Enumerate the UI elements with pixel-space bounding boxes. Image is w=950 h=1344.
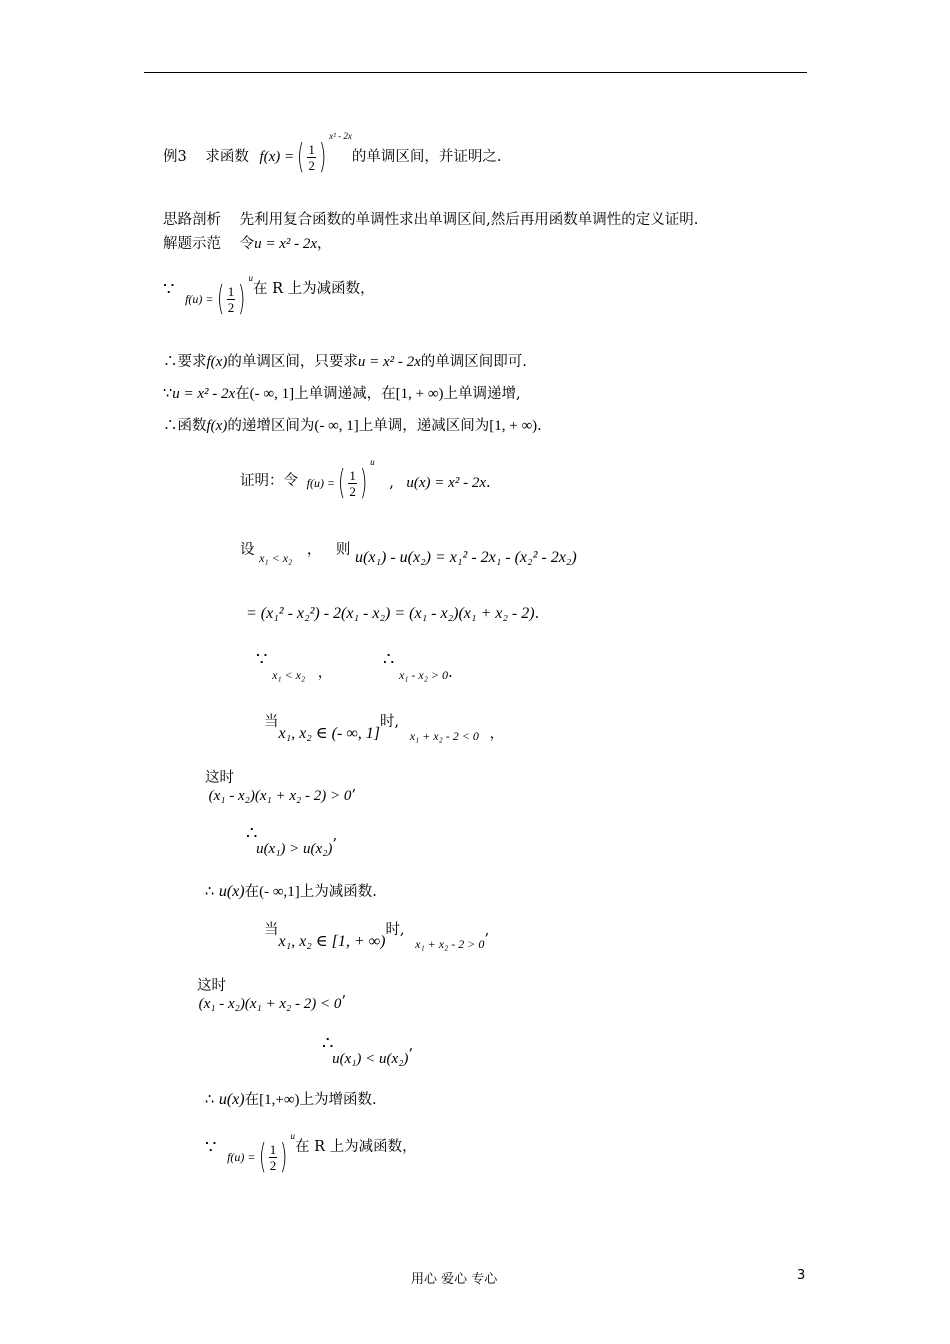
conclude2-ux: u(x) [218, 1091, 245, 1108]
therefore1-u: u = x² - 2x [357, 354, 421, 370]
then2-pre: 这时 [197, 978, 226, 994]
half-fraction [269, 1142, 278, 1173]
because2-mid: 上单调递减，在 [294, 386, 396, 402]
because2-interval2: [1, + ∞) [395, 386, 444, 402]
half-fraction [307, 142, 316, 173]
because1-text: 在 R 上为减函数， [253, 281, 375, 297]
then2-end: ’ [341, 994, 346, 1010]
because4-text: 在 R 上为减函数， [295, 1139, 417, 1155]
difference-2-end: . [534, 606, 540, 622]
conclude1-in: 在 [244, 884, 260, 900]
proof-ux: u(x) = x² - 2x [406, 475, 486, 491]
left-paren: ( [216, 279, 224, 319]
conclude2-interval: [1,+∞) [259, 1092, 300, 1108]
because2-interval1: (- ∞, 1] [249, 386, 295, 402]
proof-fu-exponent: u [370, 457, 375, 467]
solution-label: 解题示范 [163, 236, 221, 252]
therefore2-fx: f(x) [206, 418, 228, 434]
because3-sym: ∵ [256, 649, 268, 670]
conclude2-in: 在 [244, 1092, 260, 1108]
when1-shi: 时, [379, 714, 400, 730]
solution-comma: ， [317, 236, 332, 252]
because-line-1 [163, 273, 375, 319]
when2-end: ’ [484, 932, 489, 948]
page-number: 3 [797, 1268, 806, 1283]
conclude-line-2 [205, 1090, 377, 1110]
left-paren: ( [338, 463, 346, 503]
solution-line [163, 234, 332, 254]
therefore1-mid: 的单调区间，只要求 [227, 354, 358, 370]
fraction-numerator: 1 [308, 141, 315, 157]
therefore1-pre: ∴要求 [163, 354, 207, 370]
then-word: 则 [335, 542, 351, 558]
proof-set-line [240, 540, 577, 566]
therefore2-interval2: [1, + ∞) [489, 418, 538, 434]
when1-comma: ， [489, 726, 504, 742]
because4-exponent: u [290, 1131, 296, 1141]
when-line-2 [264, 920, 489, 951]
when1-result: x₁ + x₂ - 2 < 0 [409, 729, 479, 743]
because4-func: f(u) = [227, 1150, 256, 1164]
therefore2-pre: ∴函数 [163, 418, 207, 434]
when1-condition: x₁, x₂ ∈ (- ∞, 1] [278, 725, 380, 742]
therefore5-result: u(x₁) < u(x₂) [332, 1051, 409, 1067]
then2-result: (x₁ - x₂)(x₁ + x₂ - 2) < 0 [198, 996, 342, 1012]
solution-intro: 令 [239, 236, 255, 252]
because3-condition: x₁ < x₂ [272, 668, 306, 682]
when1-pre: 当 [264, 714, 279, 730]
conclude2-sym: ∴ [205, 1092, 215, 1108]
because2-sym: ∵ [163, 386, 173, 402]
proof-fu: f(u) = [306, 476, 336, 490]
because-symbol: ∵ [163, 279, 175, 300]
difference-2-line [246, 604, 539, 624]
conclude1-sym: ∴ [205, 884, 215, 900]
fraction-numerator: 1 [349, 467, 356, 483]
then1-result: (x₁ - x₂)(x₁ + x₂ - 2) > 0 [208, 788, 352, 804]
therefore-line-4 [246, 823, 343, 857]
therefore2-mid2: 上单调，递减区间为 [358, 418, 490, 434]
analysis-text: 先利用复合函数的单调性求出单调区间,然后再用函数单调性的定义证明. [239, 212, 699, 228]
right-paren: ) [359, 463, 368, 503]
when2-shi: 时, [385, 922, 405, 938]
right-paren: ) [238, 279, 246, 319]
therefore4-result: u(x₁) > u(x₂) [256, 841, 333, 857]
fraction-numerator: 1 [227, 283, 235, 299]
therefore4-end: ’ [332, 837, 338, 853]
left-paren: ( [297, 137, 305, 177]
conclude-line-1 [205, 882, 377, 902]
conclude2-end: 上为增函数. [299, 1092, 377, 1108]
fraction-denominator: 2 [227, 299, 235, 315]
therefore2-end: . [537, 418, 542, 434]
because4-sym: ∵ [205, 1137, 217, 1158]
solution-expr: u = x² - 2x [254, 236, 318, 252]
therefore3-result: x₁ - x₂ > 0 [398, 668, 449, 682]
set-pre: 设 [240, 542, 255, 558]
fraction-denominator: 2 [349, 483, 356, 499]
then-line-1 [205, 768, 386, 804]
therefore5-sym: ∴ [322, 1033, 334, 1054]
then1-end: ’ [351, 788, 356, 804]
therefore2-mid: 的递增区间为 [227, 418, 315, 434]
therefore1-fx: f(x) [206, 354, 228, 370]
example-label: 例3 [163, 149, 187, 165]
therefore2-interval1: (- ∞, 1] [314, 418, 359, 434]
analysis-label: 思路剖析 [163, 212, 221, 228]
therefore5-end: ’ [408, 1047, 414, 1063]
because3-comma: ， [317, 665, 333, 681]
conclude1-ux: u(x) [218, 883, 245, 900]
proof-label: 证明：令 [240, 473, 298, 489]
therefore-line-5 [322, 1033, 419, 1067]
therefore3-sym: ∴ [382, 649, 395, 670]
therefore-line-1 [163, 352, 527, 372]
proof-ux-end: . [485, 475, 491, 491]
therefore4-sym: ∴ [246, 823, 258, 844]
difference-1: u(x₁) - u(x₂) = x₁² - 2x₁ - (x₂² - 2x₂) [355, 549, 577, 566]
because2-u: u = x² - 2x [172, 386, 236, 402]
example-prompt: 求函数 [205, 149, 249, 165]
footer-motto: 用心 爱心 专心 [411, 1272, 498, 1287]
left-paren: ( [258, 1137, 266, 1177]
difference-2: = (x₁² - x₂²) - 2(x₁ - x₂) = (x₁ - x₂)(x₁ + x₂ - 2) [246, 605, 535, 622]
fraction-denominator: 2 [308, 157, 315, 173]
set-comma: ， [306, 542, 322, 558]
example-exponent: x² - 2x [329, 131, 352, 141]
when2-result: x₁ + x₂ - 2 > 0 [415, 937, 485, 951]
then1-pre: 这时 [205, 770, 234, 786]
then-line-2 [197, 976, 378, 1012]
example-suffix: 的单调区间，并证明之. [351, 149, 502, 165]
half-fraction [227, 284, 236, 315]
because2-in: 在 [235, 386, 250, 402]
because-line-4 [205, 1131, 417, 1177]
therefore3-end: . [448, 665, 453, 681]
proof-intro-line: 证明：令 f(u) =( $\frac{1}{2}$ )$^u$ , u(x) = x² - 2x. [240, 457, 491, 503]
because1-func: f(u) = [185, 292, 214, 306]
half-fraction [348, 468, 357, 499]
header-rule [144, 72, 807, 73]
when2-condition: x₁, x₂ ∈ [1, + ∞) [278, 933, 386, 950]
therefore-line-2 [163, 416, 542, 436]
fraction-numerator: 1 [269, 1141, 277, 1157]
because-line-2 [163, 384, 521, 404]
because2-end: 上单调递增, [443, 386, 521, 402]
when-line-1 [264, 712, 504, 743]
fraction-denominator: 2 [269, 1157, 277, 1173]
set-condition: x₁ < x₂ [259, 551, 293, 565]
because-line-3 [256, 649, 453, 682]
example-line [163, 131, 502, 177]
analysis-line [163, 210, 698, 230]
example-func: f(x) = [259, 149, 295, 165]
when2-pre: 当 [264, 922, 279, 938]
therefore1-end: 的单调区间即可. [420, 354, 527, 370]
because1-exponent: u [248, 273, 254, 283]
conclude1-end: 上为减函数. [299, 884, 377, 900]
conclude1-interval: (- ∞,1] [259, 884, 300, 900]
right-paren: ) [318, 137, 327, 177]
right-paren: ) [280, 1137, 288, 1177]
